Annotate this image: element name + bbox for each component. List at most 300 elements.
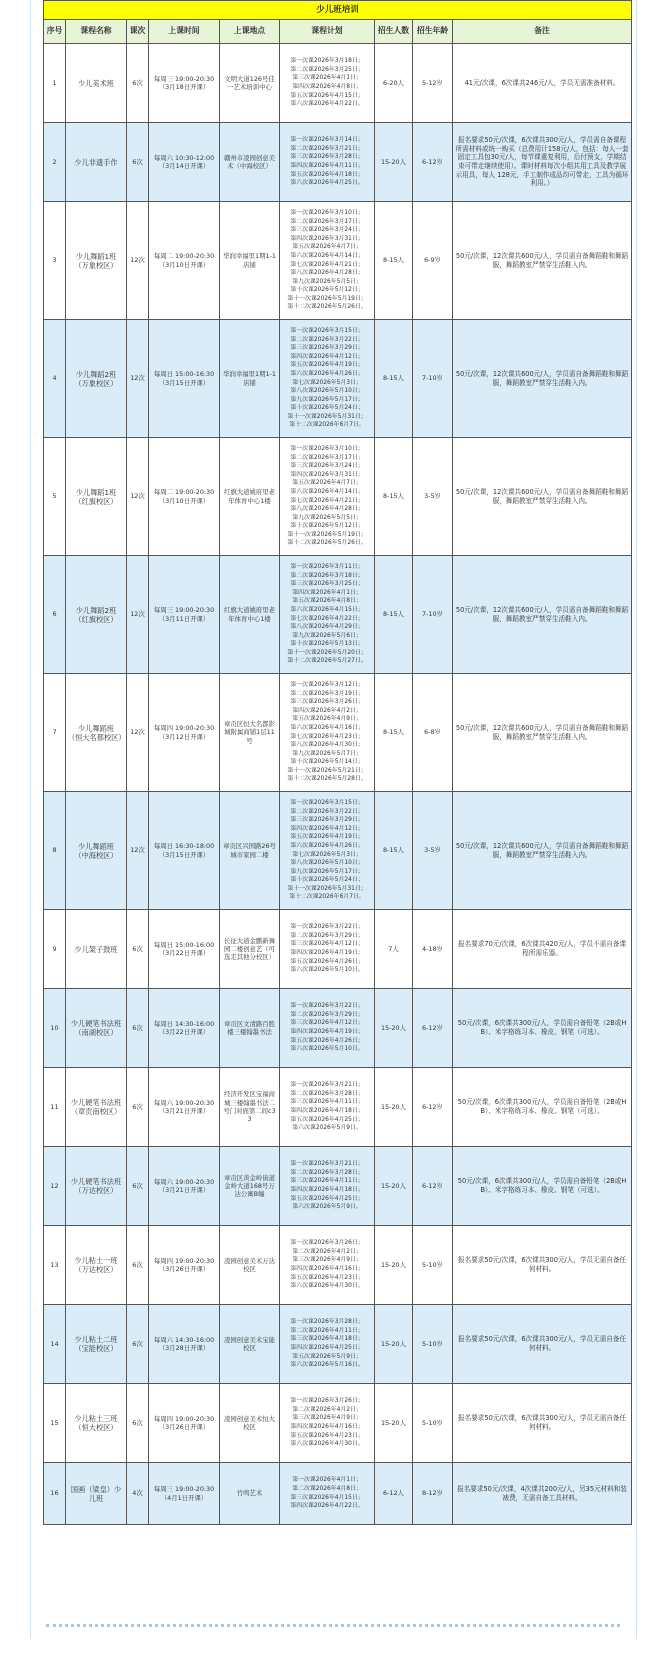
cell-place: 长征大道金鹏新舞园二楼创意艺（可选走其他分校区） xyxy=(220,910,280,989)
plan-line: 第十次课2026年5月12日； xyxy=(290,523,364,530)
plan-line: 第八次课2026年5月10日； xyxy=(290,860,364,867)
cell-place: 红旗大道姚府里老年体育中心1楼 xyxy=(220,438,280,556)
plan-line: 第六次课2026年4月26日； xyxy=(290,370,364,377)
plan-line: 第一次课2026年3月12日； xyxy=(290,681,364,688)
table-row xyxy=(44,1384,632,1463)
cell-no: 5 xyxy=(44,438,66,556)
cell-note: 报名要求50元/次课，6次课共300元/人，学员无需自备任何材料。 xyxy=(453,1384,632,1463)
cell-age: 6-12岁 xyxy=(413,989,453,1068)
plan-line: 第七次课2026年4月21日； xyxy=(290,497,364,504)
plan-line: 第五次课2026年4月26日； xyxy=(290,1037,364,1044)
plan-line: 第二次课2026年3月17日； xyxy=(290,218,364,225)
cell-no: 12 xyxy=(44,1147,66,1226)
plan-line: 第五次课2026年4月18日； xyxy=(290,171,364,178)
cell-age: 3-5岁 xyxy=(413,438,453,556)
cell-count: 6次 xyxy=(127,989,149,1068)
plan-line: 第一次课2026年3月26日； xyxy=(290,1240,364,1247)
cell-note: 报名要求50元/次课，6次课共300元/人，学员需自备课程所需材料或统一购买（总费用计158元/人，包括：每人一套固定工具包30元/人，每节课重复利用，后付预支，学期结束可带走继续使用）。课时材料每次小组共用工具及教学展示用具，每人 128元，手工制作成品均可带走，工具为循环利用。） xyxy=(453,123,632,202)
cell-name: 少儿舞蹈班 （中海校区） xyxy=(66,792,127,910)
table-row xyxy=(44,320,632,438)
cell-place: 文明大道126号佳一艺术培训中心 xyxy=(220,44,280,123)
cell-time: 每周六 10:30-12:00 （3月14日开课） xyxy=(149,123,220,202)
table-row xyxy=(44,910,632,989)
plan-line: 第四次课2026年3月31日； xyxy=(290,235,364,242)
cell-size: 8-15人 xyxy=(375,438,413,556)
plan-line: 第七次课2026年4月23日； xyxy=(290,733,364,740)
plan-line: 第六次课2026年4月14日； xyxy=(290,252,364,259)
cell-name: 少儿架子鼓班 xyxy=(66,910,127,989)
cell-note: 50元/次课，6次课共300元/人，学员需自备铅笔（2B或HB）、米字格练习本、橡皮、钢笔（可选）。 xyxy=(453,1147,632,1226)
plan-line: 第三次课2026年4月9日； xyxy=(292,1257,362,1264)
plan-line: 第三次课2026年4月9日； xyxy=(292,1415,362,1422)
cell-plan xyxy=(280,1147,375,1226)
cell-note: 50元/次课，12次课共600元/人，学员需自备舞蹈鞋和舞蹈服，舞蹈教室严禁穿生活鞋入内。 xyxy=(453,202,632,320)
plan-line: 第八次课2026年4月28日； xyxy=(290,270,364,277)
cell-time: 每周四 19:00-20:30 （3月26日开课） xyxy=(149,1384,220,1463)
plan-line: 第六次课2026年4月30日。 xyxy=(290,1441,364,1448)
plan-line: 第十次课2026年5月13日； xyxy=(290,641,364,648)
plan-line: 第六次课2026年5月16日。 xyxy=(290,1362,364,1369)
cell-note: 报名要求50元/次课，6次课共300元/人，学员无需自备任何材料。 xyxy=(453,1305,632,1384)
plan-line: 第四次课2026年4月18日； xyxy=(290,1187,364,1193)
cell-age: 3-5岁 xyxy=(413,792,453,910)
table-body xyxy=(44,44,632,1525)
plan-line: 第四次课2026年4月16日； xyxy=(290,1266,364,1272)
cell-plan xyxy=(280,792,375,910)
table-row xyxy=(44,989,632,1068)
plan-line: 第五次课2026年4月15日； xyxy=(290,92,364,99)
plan-line: 第一次课2026年3月10日； xyxy=(290,445,364,452)
cell-size: 15-20人 xyxy=(375,123,413,202)
cell-no: 4 xyxy=(44,320,66,438)
cell-age: 5-10岁 xyxy=(413,1305,453,1384)
header-age: 招生年龄 xyxy=(413,20,453,44)
header-note: 备注 xyxy=(453,20,632,44)
cell-name: 少儿舞蹈2班 （红旗校区） xyxy=(66,556,127,674)
plan-line: 第二次课2026年3月28日； xyxy=(290,1090,364,1097)
plan-line: 第二次课2026年4月2日； xyxy=(292,1406,362,1413)
table-row xyxy=(44,1305,632,1384)
plan-line: 第五次课2026年4月9日； xyxy=(292,716,362,723)
table-row xyxy=(44,1147,632,1226)
cell-plan xyxy=(280,320,375,438)
cell-age: 6-12岁 xyxy=(413,123,453,202)
plan-line: 第三次课2026年4月12日； xyxy=(290,941,364,948)
cell-name: 少儿舞蹈班 （恒大名都校区） xyxy=(66,674,127,792)
plan-line: 第五次课2026年4月26日； xyxy=(290,958,364,965)
cell-plan xyxy=(280,1226,375,1305)
plan-line: 第四次课2026年4月19日； xyxy=(290,1029,364,1035)
plan-line: 第十次课2026年5月14日； xyxy=(290,759,364,766)
cell-note: 报名要求70元/次课，6次课共420元/人，学员不需自备课程所需乐器。 xyxy=(453,910,632,989)
cell-count: 12次 xyxy=(127,792,149,910)
plan-line: 第二次课2026年3月22日； xyxy=(290,336,364,343)
cell-name: 国画（梁皇）少儿班 xyxy=(66,1463,127,1525)
cell-place: 章贡区文清路百胜楼三楼翰墨书法 xyxy=(220,989,280,1068)
plan-line: 第四次课2026年4月8日； xyxy=(292,84,362,90)
plan-line: 第八次课2026年5月10日； xyxy=(290,388,364,395)
cell-place: 章贡区黄金岭街道金岭大道168号万达公寓B幢 xyxy=(220,1147,280,1226)
cell-no: 3 xyxy=(44,202,66,320)
cell-plan xyxy=(280,556,375,674)
cell-name: 少儿非遗手作 xyxy=(66,123,127,202)
cell-name: 少儿硬笔书法班 （万达校区） xyxy=(66,1147,127,1226)
plan-line: 第四次课2026年4月19日； xyxy=(290,950,364,956)
cell-age: 6-12岁 xyxy=(413,1068,453,1147)
cell-name: 少儿硬笔书法班 （南湖校区） xyxy=(66,989,127,1068)
plan-line: 第一次课2026年3月14日； xyxy=(290,137,364,144)
cell-time: 每周日 15:00-16:30 （3月15日开课） xyxy=(149,320,220,438)
plan-line: 第二次课2026年3月22日； xyxy=(290,808,364,815)
plan-line: 第十二次课2026年5月26日。 xyxy=(287,540,367,547)
cell-no: 10 xyxy=(44,989,66,1068)
plan-line: 第三次课2026年4月11日； xyxy=(290,1099,364,1106)
plan-line: 第六次课2026年4月25日。 xyxy=(290,180,364,187)
plan-line: 第六次课2026年5月10日。 xyxy=(290,967,364,974)
header-time: 上课时间 xyxy=(149,20,220,44)
cell-no: 15 xyxy=(44,1384,66,1463)
plan-line: 第三次课2026年4月1日； xyxy=(292,75,362,82)
cell-age: 8-12岁 xyxy=(413,1463,453,1525)
header-name: 课程名称 xyxy=(66,20,127,44)
table-row xyxy=(44,674,632,792)
plan-line: 第十二次课2026年5月27日。 xyxy=(287,658,367,665)
cell-plan xyxy=(280,1463,375,1525)
plan-line: 第二次课2026年3月29日； xyxy=(290,932,364,939)
cell-plan xyxy=(280,202,375,320)
cell-plan xyxy=(280,1305,375,1384)
cell-plan xyxy=(280,123,375,202)
table-row xyxy=(44,438,632,556)
plan-line: 第六次课2026年4月16日； xyxy=(290,724,364,731)
plan-line: 第三次课2026年3月28日； xyxy=(290,154,364,161)
cell-no: 9 xyxy=(44,910,66,989)
plan-line: 第八次课2026年4月30日； xyxy=(290,742,364,749)
cell-name: 少儿粘土二班 （宝能校区） xyxy=(66,1305,127,1384)
plan-line: 第一次课2026年3月10日； xyxy=(290,209,364,216)
plan-line: 第九次课2026年5月17日； xyxy=(290,868,364,875)
plan-line: 第二次课2026年4月2日； xyxy=(292,1248,362,1255)
cell-age: 5-12岁 xyxy=(413,44,453,123)
cell-note: 50元/次课，12次课共600元/人，学员需自备舞蹈鞋和舞蹈服，舞蹈教室严禁穿生活鞋入内。 xyxy=(453,438,632,556)
cell-age: 4-18岁 xyxy=(413,910,453,989)
cell-name: 少儿舞蹈1班 （红旗校区） xyxy=(66,438,127,556)
cell-age: 5-10岁 xyxy=(413,1384,453,1463)
plan-line: 第八次课2026年4月29日； xyxy=(290,624,364,631)
cell-plan xyxy=(280,1384,375,1463)
cell-time: 每周三 19:00-20:30 （3月18日开课） xyxy=(149,44,220,123)
plan-line: 第六次课2026年4月26日； xyxy=(290,842,364,849)
plan-line: 第五次课2026年4月19日； xyxy=(290,362,364,369)
cell-place: 赣州市凌园创意美术（中海校区） xyxy=(220,123,280,202)
plan-line: 第一次课2026年3月22日； xyxy=(290,924,364,931)
table-row xyxy=(44,1226,632,1305)
cell-time: 每周六 19:00-20:30 （3月21日开课） xyxy=(149,1147,220,1226)
cell-note: 50元/次课，12次课共600元/人，学员需自备舞蹈鞋和舞蹈服，舞蹈教室严禁穿生活鞋入内。 xyxy=(453,792,632,910)
cell-size: 15-20人 xyxy=(375,1068,413,1147)
plan-line: 第六次课2026年4月22日。 xyxy=(290,101,364,108)
cell-count: 6次 xyxy=(127,1305,149,1384)
plan-line: 第三次课2026年3月24日； xyxy=(290,463,364,470)
cell-time: 每周三 19:00-20:30 （3月11日开课） xyxy=(149,556,220,674)
cell-note: 50元/次课，12次课共600元/人，学员需自备舞蹈鞋和舞蹈服，舞蹈教室严禁穿生活鞋入内。 xyxy=(453,556,632,674)
cell-count: 6次 xyxy=(127,44,149,123)
cell-count: 12次 xyxy=(127,202,149,320)
plan-line: 第十二次课2026年5月28日。 xyxy=(287,776,367,783)
course-table-container xyxy=(43,0,631,1525)
cell-count: 6次 xyxy=(127,910,149,989)
cell-size: 15-20人 xyxy=(375,1384,413,1463)
cell-age: 6-8岁 xyxy=(413,674,453,792)
plan-line: 第四次课2026年4月16日； xyxy=(290,1424,364,1430)
cell-place: 章贡区恒大名都影城附属商铺1层11号 xyxy=(220,674,280,792)
cell-count: 6次 xyxy=(127,1226,149,1305)
plan-line: 第十次课2026年5月24日； xyxy=(290,405,364,412)
cell-note: 50元/次课，12次课共600元/人，学员需自备舞蹈鞋和舞蹈服，舞蹈教室严禁穿生活鞋入内。 xyxy=(453,320,632,438)
cell-note: 报名要求50元/次课，6次课共300元/人，学员无需自备任何材料。 xyxy=(453,1226,632,1305)
cell-note: 50元/次课，6次课共300元/人，学员需自备铅笔（2B或HB）、米字格练习本、橡皮、钢笔（可选）。 xyxy=(453,1068,632,1147)
plan-line: 第二次课2026年3月21日； xyxy=(290,145,364,152)
plan-line: 第五次课2026年4月25日； xyxy=(290,1195,364,1202)
cell-size: 8-15人 xyxy=(375,556,413,674)
cell-note: 50元/次课，12次课共600元/人，学员需自备舞蹈鞋和舞蹈服，舞蹈教室严禁穿生活鞋入内。 xyxy=(453,674,632,792)
cell-name: 少儿舞蹈2班 （万象校区） xyxy=(66,320,127,438)
header-size: 招生人数 xyxy=(375,20,413,44)
cell-time: 每周日 16:30-18:00 （3月15日开课） xyxy=(149,792,220,910)
plan-line: 第三次课2026年4月12日； xyxy=(290,1020,364,1027)
plan-line: 第九次课2026年5月6日； xyxy=(292,632,362,639)
plan-line: 第一次课2026年3月15日； xyxy=(290,327,364,334)
cell-time: 每周四 19:00-20:30 （3月26日开课） xyxy=(149,1226,220,1305)
plan-line: 第一次课2026年3月26日； xyxy=(290,1398,364,1405)
plan-line: 第六次课2026年4月14日； xyxy=(290,488,364,495)
plan-line: 第三次课2026年3月29日； xyxy=(290,345,364,352)
plan-line: 第五次课2026年4月7日； xyxy=(292,480,362,487)
plan-line: 第五次课2026年4月19日； xyxy=(290,834,364,841)
plan-line: 第十二次课2026年5月26日。 xyxy=(287,304,367,311)
table-row xyxy=(44,1068,632,1147)
plan-line: 第三次课2026年3月29日； xyxy=(290,817,364,824)
table-row xyxy=(44,556,632,674)
cell-place: 章贡区兴国路26号城市家园二楼 xyxy=(220,792,280,910)
course-table xyxy=(43,0,632,1525)
cell-age: 5-10岁 xyxy=(413,1226,453,1305)
plan-line: 第九次课2026年5月7日； xyxy=(292,750,362,757)
plan-line: 第十一次课2026年5月31日； xyxy=(287,885,367,892)
cell-time: 每周二 19:00-20:30 （3月10日开课） xyxy=(149,438,220,556)
plan-line: 第七次课2026年4月22日； xyxy=(290,615,364,622)
cell-plan xyxy=(280,1068,375,1147)
plan-line: 第五次课2026年4月25日； xyxy=(290,1116,364,1123)
plan-line: 第六次课2026年5月10日。 xyxy=(290,1046,364,1053)
plan-line: 第三次课2026年3月25日； xyxy=(290,581,364,588)
cell-name: 少儿硬笔书法班 （章贡南校区） xyxy=(66,1068,127,1147)
plan-line: 第九次课2026年5月5日； xyxy=(292,278,362,285)
plan-line: 第五次课2026年4月7日； xyxy=(292,244,362,251)
cell-place: 华润幸福里1期1-1店铺 xyxy=(220,320,280,438)
cell-size: 15-20人 xyxy=(375,1147,413,1226)
cell-size: 7人 xyxy=(375,910,413,989)
table-row xyxy=(44,1463,632,1525)
plan-line: 第八次课2026年4月28日； xyxy=(290,506,364,513)
cell-no: 13 xyxy=(44,1226,66,1305)
cell-plan xyxy=(280,674,375,792)
cell-size: 8-15人 xyxy=(375,674,413,792)
cell-time: 每周六 19:00-20:30 （3月21日开课） xyxy=(149,1068,220,1147)
plan-line: 第五次课2026年4月23日； xyxy=(290,1274,364,1281)
cell-no: 1 xyxy=(44,44,66,123)
cell-count: 12次 xyxy=(127,438,149,556)
plan-line: 第三次课2026年3月24日； xyxy=(290,227,364,234)
cell-time: 每周日 15:00-16:00 （3月22日开课） xyxy=(149,910,220,989)
header-count: 课次 xyxy=(127,20,149,44)
cell-plan xyxy=(280,910,375,989)
plan-line: 第二次课2026年3月25日； xyxy=(290,66,364,73)
cell-name: 少儿粘土一班 （万达校区） xyxy=(66,1226,127,1305)
plan-line: 第一次课2026年3月21日； xyxy=(290,1082,364,1089)
cell-note: 41元/次课，6次课共246元/人，学员无需准备材料。 xyxy=(453,44,632,123)
cell-place: 经济开发区宝福商城三楼翰墨书法二号门对面第二间c33 xyxy=(220,1068,280,1147)
cell-no: 8 xyxy=(44,792,66,910)
plan-line: 第六次课2026年4月30日。 xyxy=(290,1283,364,1290)
plan-line: 第四次课2026年4月25日； xyxy=(290,1345,364,1351)
cell-age: 7-10岁 xyxy=(413,320,453,438)
cell-count: 6次 xyxy=(127,1384,149,1463)
plan-line: 第十一次课2026年5月19日； xyxy=(287,295,367,302)
plan-line: 第四次课2026年4月22日。 xyxy=(290,1503,364,1510)
cell-count: 6次 xyxy=(127,123,149,202)
cell-count: 12次 xyxy=(127,320,149,438)
plan-line: 第四次课2026年3月31日； xyxy=(290,471,364,478)
cell-plan xyxy=(280,989,375,1068)
plan-line: 第九次课2026年5月17日； xyxy=(290,396,364,403)
plan-line: 第九次课2026年5月5日； xyxy=(292,514,362,521)
plan-line: 第二次课2026年3月29日； xyxy=(290,1011,364,1018)
plan-line: 第五次课2026年4月8日； xyxy=(292,598,362,605)
cell-count: 6次 xyxy=(127,1068,149,1147)
plan-line: 第二次课2026年4月8日； xyxy=(292,1485,362,1492)
plan-line: 第一次课2026年3月15日； xyxy=(290,799,364,806)
plan-line: 第三次课2026年4月18日； xyxy=(290,1336,364,1343)
cell-no: 14 xyxy=(44,1305,66,1384)
plan-line: 第四次课2026年4月12日； xyxy=(290,353,364,360)
plan-line: 第五次课2026年5月9日； xyxy=(292,1353,362,1360)
table-row xyxy=(44,792,632,910)
cell-size: 6-12人 xyxy=(375,1463,413,1525)
plan-line: 第三次课2026年3月26日； xyxy=(290,699,364,706)
table-title: 少儿班培训 xyxy=(44,1,632,20)
cell-size: 8-15人 xyxy=(375,320,413,438)
table-row xyxy=(44,202,632,320)
cell-note: 50元/次课，6次课共300元/人，学员需自备铅笔（2B或HB）、米字格练习本、橡皮、钢笔（可选）。 xyxy=(453,989,632,1068)
plan-line: 第二次课2026年3月19日； xyxy=(290,690,364,697)
cell-no: 2 xyxy=(44,123,66,202)
cell-place: 凌园创意美术恒大校区 xyxy=(220,1384,280,1463)
plan-line: 第一次课2026年4月1日； xyxy=(292,1477,362,1484)
plan-line: 第六次课2026年5月9日。 xyxy=(292,1204,362,1211)
cell-name: 少儿粘土三班 （恒大校区） xyxy=(66,1384,127,1463)
plan-line: 第五次课2026年4月23日； xyxy=(290,1432,364,1439)
cell-place: 红旗大道姚府里老年体育中心1楼 xyxy=(220,556,280,674)
cell-size: 15-20人 xyxy=(375,1305,413,1384)
dotted-divider xyxy=(46,1624,620,1627)
cell-count: 4次 xyxy=(127,1463,149,1525)
cell-time: 每周四 19:00-20:30 （3月12日开课） xyxy=(149,674,220,792)
cell-age: 6-12岁 xyxy=(413,1147,453,1226)
plan-line: 第六次课2026年4月15日； xyxy=(290,606,364,613)
plan-line: 第二次课2026年3月17日； xyxy=(290,454,364,461)
cell-name: 少儿舞蹈1班 （万象校区） xyxy=(66,202,127,320)
plan-line: 第三次课2026年4月11日； xyxy=(290,1178,364,1185)
cell-size: 15-20人 xyxy=(375,1226,413,1305)
cell-size: 8-15人 xyxy=(375,202,413,320)
cell-age: 7-10岁 xyxy=(413,556,453,674)
cell-no: 11 xyxy=(44,1068,66,1147)
table-row xyxy=(44,44,632,123)
plan-line: 第四次课2026年4月11日； xyxy=(290,163,364,169)
plan-line: 第二次课2026年4月11日； xyxy=(290,1327,364,1334)
plan-line: 第十一次课2026年5月21日； xyxy=(287,767,367,774)
cell-note: 报名要求50元/次课，4次课共200元/人，另35元材料和装裱费，无需自备工具材料。 xyxy=(453,1463,632,1525)
plan-line: 第一次课2026年3月21日； xyxy=(290,1161,364,1168)
cell-place: 华润幸福里1期1-1店铺 xyxy=(220,202,280,320)
plan-line: 第一次课2026年3月11日； xyxy=(290,563,364,570)
cell-count: 12次 xyxy=(127,674,149,792)
plan-line: 第一次课2026年3月22日； xyxy=(290,1003,364,1010)
cell-no: 7 xyxy=(44,674,66,792)
plan-line: 第一次课2026年3月28日； xyxy=(290,1319,364,1326)
cell-count: 6次 xyxy=(127,1147,149,1226)
cell-size: 8-15人 xyxy=(375,792,413,910)
cell-plan xyxy=(280,438,375,556)
cell-place: 竹鸣艺术 xyxy=(220,1463,280,1525)
plan-line: 第七次课2026年4月21日； xyxy=(290,261,364,268)
header-plan: 课程计划 xyxy=(280,20,375,44)
plan-line: 第七次课2026年5月3日； xyxy=(292,851,362,858)
cell-size: 15-20人 xyxy=(375,989,413,1068)
plan-line: 第二次课2026年3月18日； xyxy=(290,572,364,579)
cell-no: 16 xyxy=(44,1463,66,1525)
plan-line: 第十一次课2026年5月19日； xyxy=(287,531,367,538)
plan-line: 第十二次课2026年6月7日。 xyxy=(289,894,365,901)
plan-line: 第四次课2026年4月18日； xyxy=(290,1108,364,1114)
plan-line: 第一次课2026年3月18日； xyxy=(290,58,364,65)
plan-line: 第七次课2026年5月3日； xyxy=(292,379,362,386)
plan-line: 第六次课2026年5月9日。 xyxy=(292,1125,362,1132)
cell-place: 凌园创意美术宝能校区 xyxy=(220,1305,280,1384)
header-row xyxy=(44,20,632,44)
cell-time: 每周二 19:00-20:30 （3月10日开课） xyxy=(149,202,220,320)
cell-no: 6 xyxy=(44,556,66,674)
plan-line: 第十二次课2026年6月7日。 xyxy=(289,422,365,429)
header-no: 序号 xyxy=(44,20,66,44)
cell-place: 凌园创意美术万达校区 xyxy=(220,1226,280,1305)
cell-time: 每周日 14:30-16:00 （3月22日开课） xyxy=(149,989,220,1068)
plan-line: 第四次课2026年4月1日； xyxy=(292,589,362,596)
plan-line: 第四次课2026年4月12日； xyxy=(290,825,364,832)
header-place: 上课地点 xyxy=(220,20,280,44)
cell-time: 每周三 19:00-20:30 （4月1日开课） xyxy=(149,1463,220,1525)
plan-line: 第十次课2026年5月12日； xyxy=(290,287,364,294)
plan-line: 第十次课2026年5月24日； xyxy=(290,877,364,884)
table-row xyxy=(44,123,632,202)
plan-line: 第四次课2026年4月2日； xyxy=(292,707,362,714)
plan-line: 第二次课2026年3月28日； xyxy=(290,1169,364,1176)
cell-age: 6-9岁 xyxy=(413,202,453,320)
plan-line: 第三次课2026年4月15日； xyxy=(290,1494,364,1501)
plan-line: 第十一次课2026年5月31日； xyxy=(287,413,367,420)
cell-size: 6-20人 xyxy=(375,44,413,123)
